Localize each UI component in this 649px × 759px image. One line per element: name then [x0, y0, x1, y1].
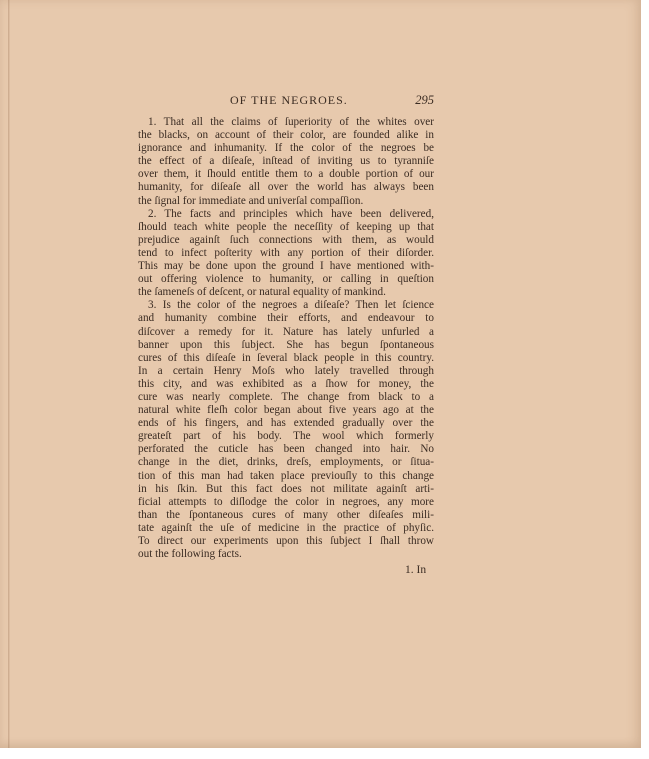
catchword: 1. In	[405, 564, 427, 576]
text-line: prejudice againſt ſuch connections with them, as would	[138, 233, 434, 246]
text-line: cures of this diſeaſe in ſeveral black people in this country.	[138, 351, 434, 364]
text-line: out the following facts.	[138, 548, 242, 561]
text-line: In a certain Henry Moſs who lately travelled through	[138, 364, 434, 377]
text-line: over them, it ſhould entitle them to a double portion of our	[138, 168, 434, 181]
text-line: 2. The facts and principles which have been delivered,	[148, 207, 434, 220]
text-line: diſcover a remedy for it. Nature has lately unfurled a	[138, 325, 434, 338]
text-line: the blacks, on account of their color, are founded alike in	[138, 129, 434, 142]
text-line: This may be done upon the ground I have mentioned with-	[138, 260, 434, 273]
text-line: ignorance and inhumanity. If the color of the negroes be	[138, 142, 434, 155]
text-line: tate againſt the uſe of medicine in the practice of phyſic.	[138, 521, 434, 534]
text-line: tend to infect poſterity with any portion of their diſorder.	[138, 246, 434, 259]
text-line: tion of this man had taken place previouſly to this change	[138, 469, 434, 482]
text-line: ſhould teach white people the neceſſity of keeping up that	[138, 220, 434, 233]
text-line: ficial attempts to diſlodge the color in negroes, any more	[138, 495, 434, 508]
page-number: 295	[415, 93, 434, 107]
text-line: 3. Is the color of the negroes a diſeaſe? Then let ſcience	[148, 299, 434, 312]
text-line: humanity, for diſeaſe all over the world has always been	[138, 181, 434, 194]
text-line: change in the diet, drinks, dreſs, employments, or ſitua-	[138, 456, 434, 469]
text-line: 1. That all the claims of ſuperiority of the whites over	[148, 116, 434, 128]
text-line: this city, and was exhibited as a ſhow for money, the	[138, 377, 434, 390]
text-line: To direct our experiments upon this ſubject I ſhall throw	[138, 535, 434, 547]
text-line: greateſt part of his body. The wool which formerly	[138, 430, 434, 443]
running-title: OF THE NEGROES.	[230, 93, 348, 107]
text-line: natural white fleſh color began about five years ago at the	[138, 404, 434, 417]
page-gutter	[8, 0, 10, 748]
text-line: ends of his fingers, and has extended gradually over the	[138, 417, 434, 430]
running-head	[138, 93, 434, 111]
text-line: the effect of a diſeaſe, inſtead of inviting us to tyranniſe	[138, 155, 434, 168]
text-line: banner upon this ſubject. She has begun ſpontaneous	[138, 338, 434, 351]
text-line: in his ſkin. But this fact does not militate againſt arti-	[138, 482, 434, 495]
text-line: cure was nearly complete. The change from black to a	[138, 390, 434, 403]
text-line: out offering violence to humanity, or calling in queſtion	[138, 273, 434, 286]
body-text	[138, 116, 434, 561]
text-line: the ſignal for immediate and univerſal compaſſion.	[138, 194, 364, 207]
text-line: than the ſpontaneous cures of many other diſeaſes mili-	[138, 508, 434, 521]
text-line: the ſameneſs of deſcent, or natural equality of mankind.	[138, 286, 386, 299]
text-line: perforated the cuticle has been changed into hair. No	[138, 443, 434, 456]
text-line: and humanity combine their efforts, and endeavour to	[138, 312, 434, 325]
